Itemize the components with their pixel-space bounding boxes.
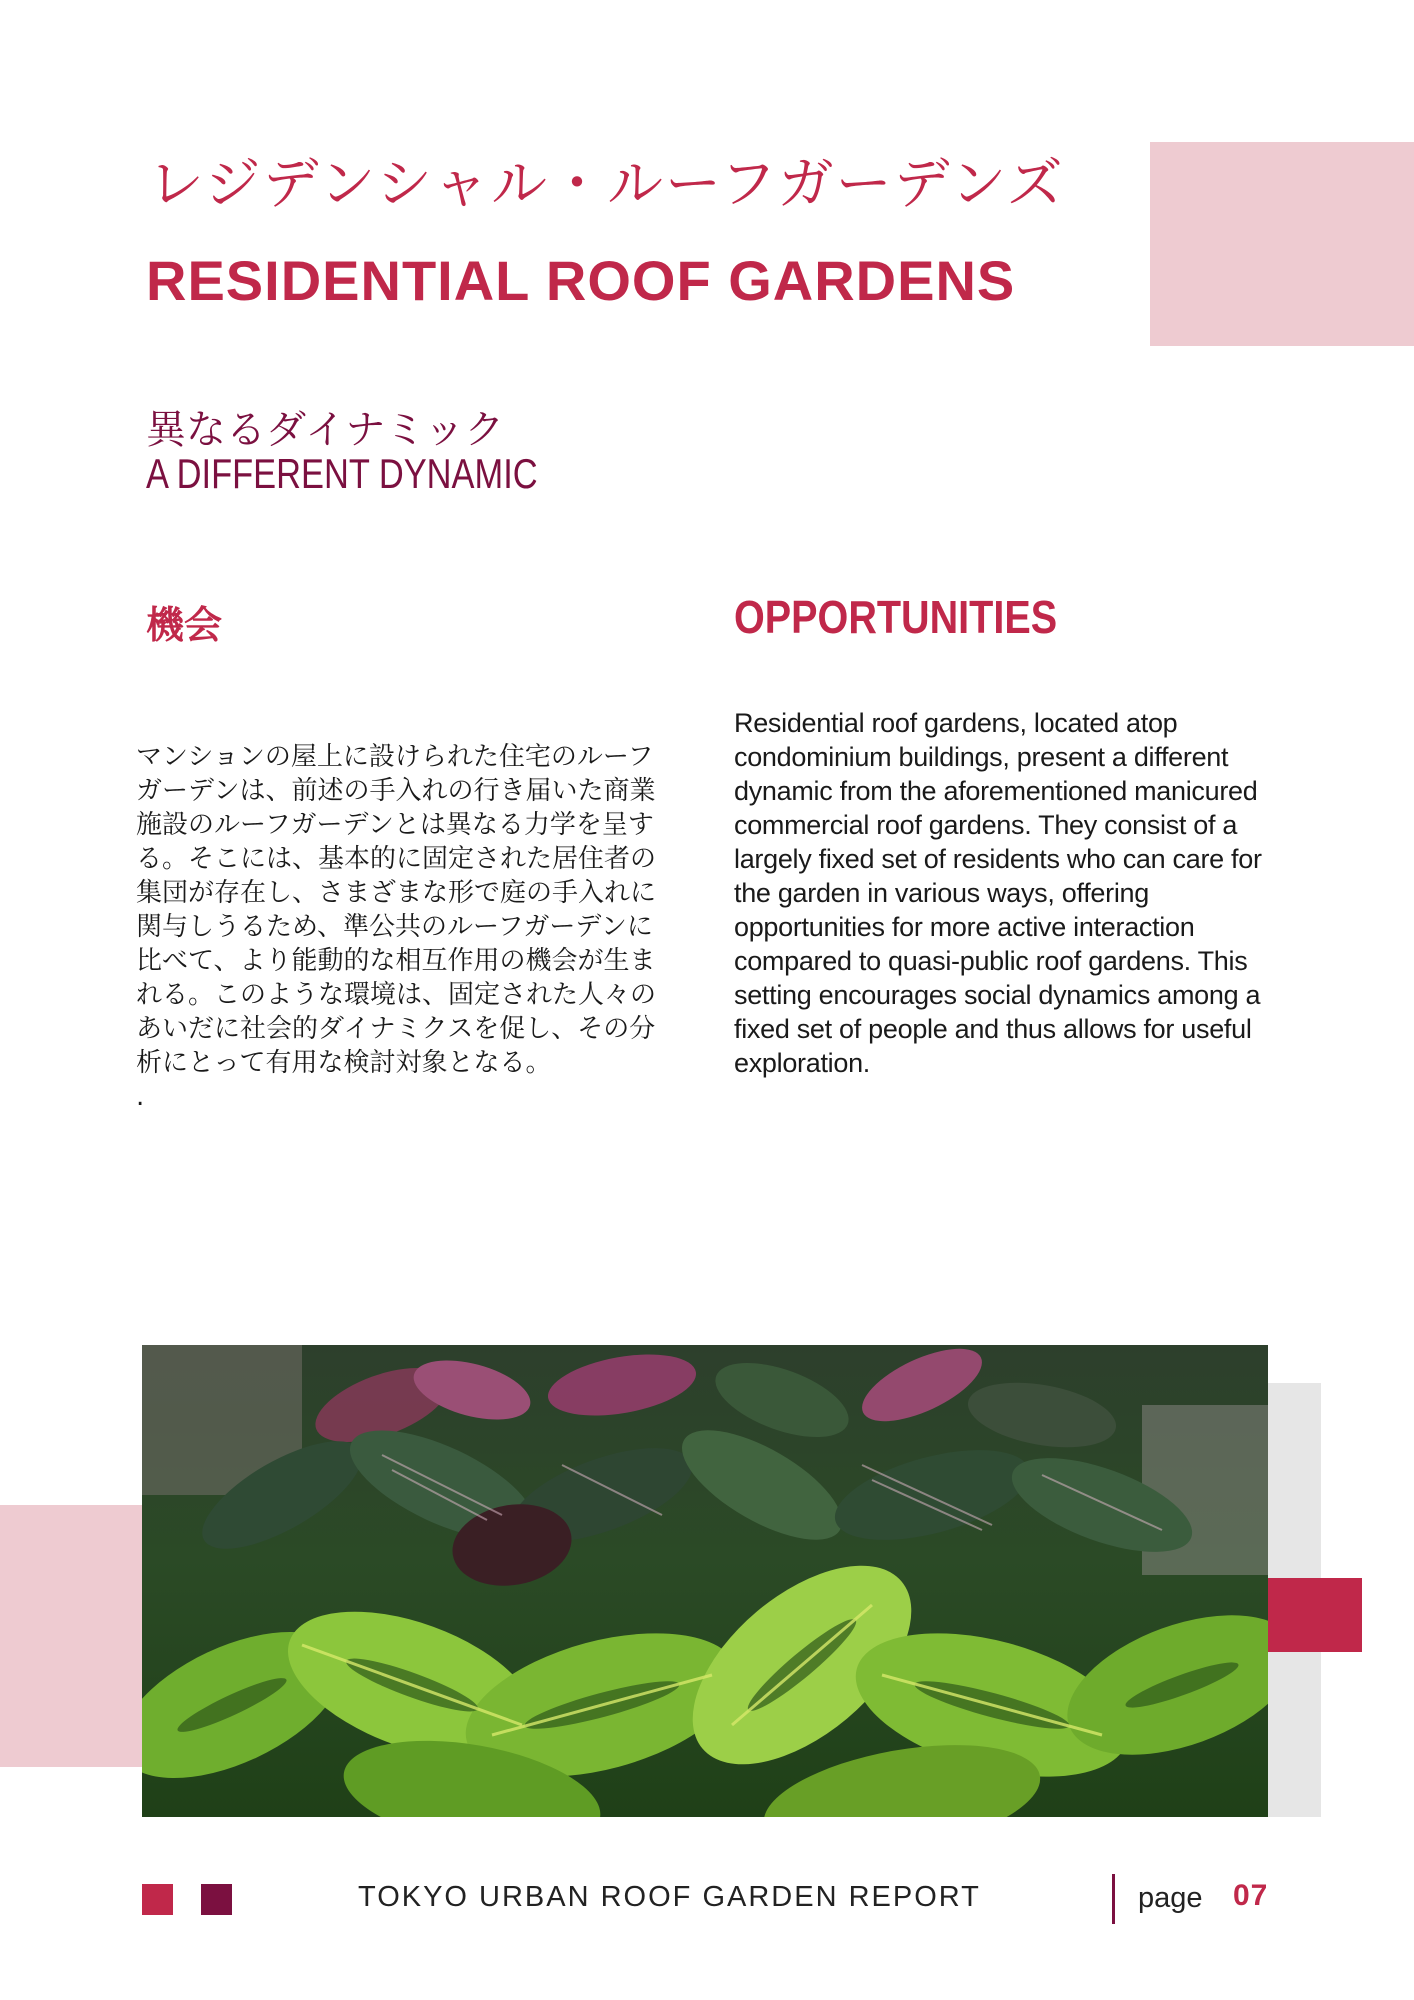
decor-block-red bbox=[1268, 1578, 1362, 1652]
footer-square-red bbox=[142, 1884, 173, 1915]
body-text-jp: マンションの屋上に設けられた住宅のルーフガーデンは、前述の手入れの行き届いた商業施設のルーフガーデンとは異なる力学を呈する。そこには、基本的に固定された居住者の集団が存在し、さまざまな形で庭の手入れに関与しうるため、準公共のルーフガーデンに比べて、より能動的な相互作用の機会が生まれる。このような環境は、固定された人々のあいだに社会的ダイナミクスを促し、その分析にとって有用な検討対象となる。 . bbox=[136, 742, 657, 1112]
footer-page-number: 07 bbox=[1233, 1879, 1269, 1912]
page-title-en: RESIDENTIAL ROOF GARDENS bbox=[146, 249, 1016, 312]
section-heading-en: OPPORTUNITIES bbox=[734, 591, 1058, 643]
subheading-en: A DIFFERENT DYNAMIC bbox=[146, 450, 538, 497]
decor-block-top-right bbox=[1150, 142, 1414, 346]
section-heading-jp: 機会 bbox=[146, 603, 223, 647]
footer-square-dark bbox=[201, 1884, 232, 1915]
footer-divider bbox=[1112, 1874, 1115, 1924]
page-title-jp: レジデンシャル・ルーフガーデンズ bbox=[148, 152, 1065, 217]
decor-block-left bbox=[0, 1505, 142, 1767]
footer-page-label: page bbox=[1138, 1882, 1203, 1914]
footer-report-title: TOKYO URBAN ROOF GARDEN REPORT bbox=[358, 1881, 981, 1913]
plant-photo bbox=[142, 1345, 1268, 1817]
body-text-en: Residential roof gardens, located atop condominium buildings, present a different dynamic from the aforementioned manicured commercial roof gardens. They consist of a largely fixed set of residents who can care for the garden in various ways, offering opportunities for more active interaction compared to quasi-public roof gardens. This setting encourages social dynamics among a fixed set of people and thus allows for useful exploration. bbox=[734, 708, 1262, 1078]
subheading-jp: 異なるダイナミック bbox=[146, 407, 505, 453]
